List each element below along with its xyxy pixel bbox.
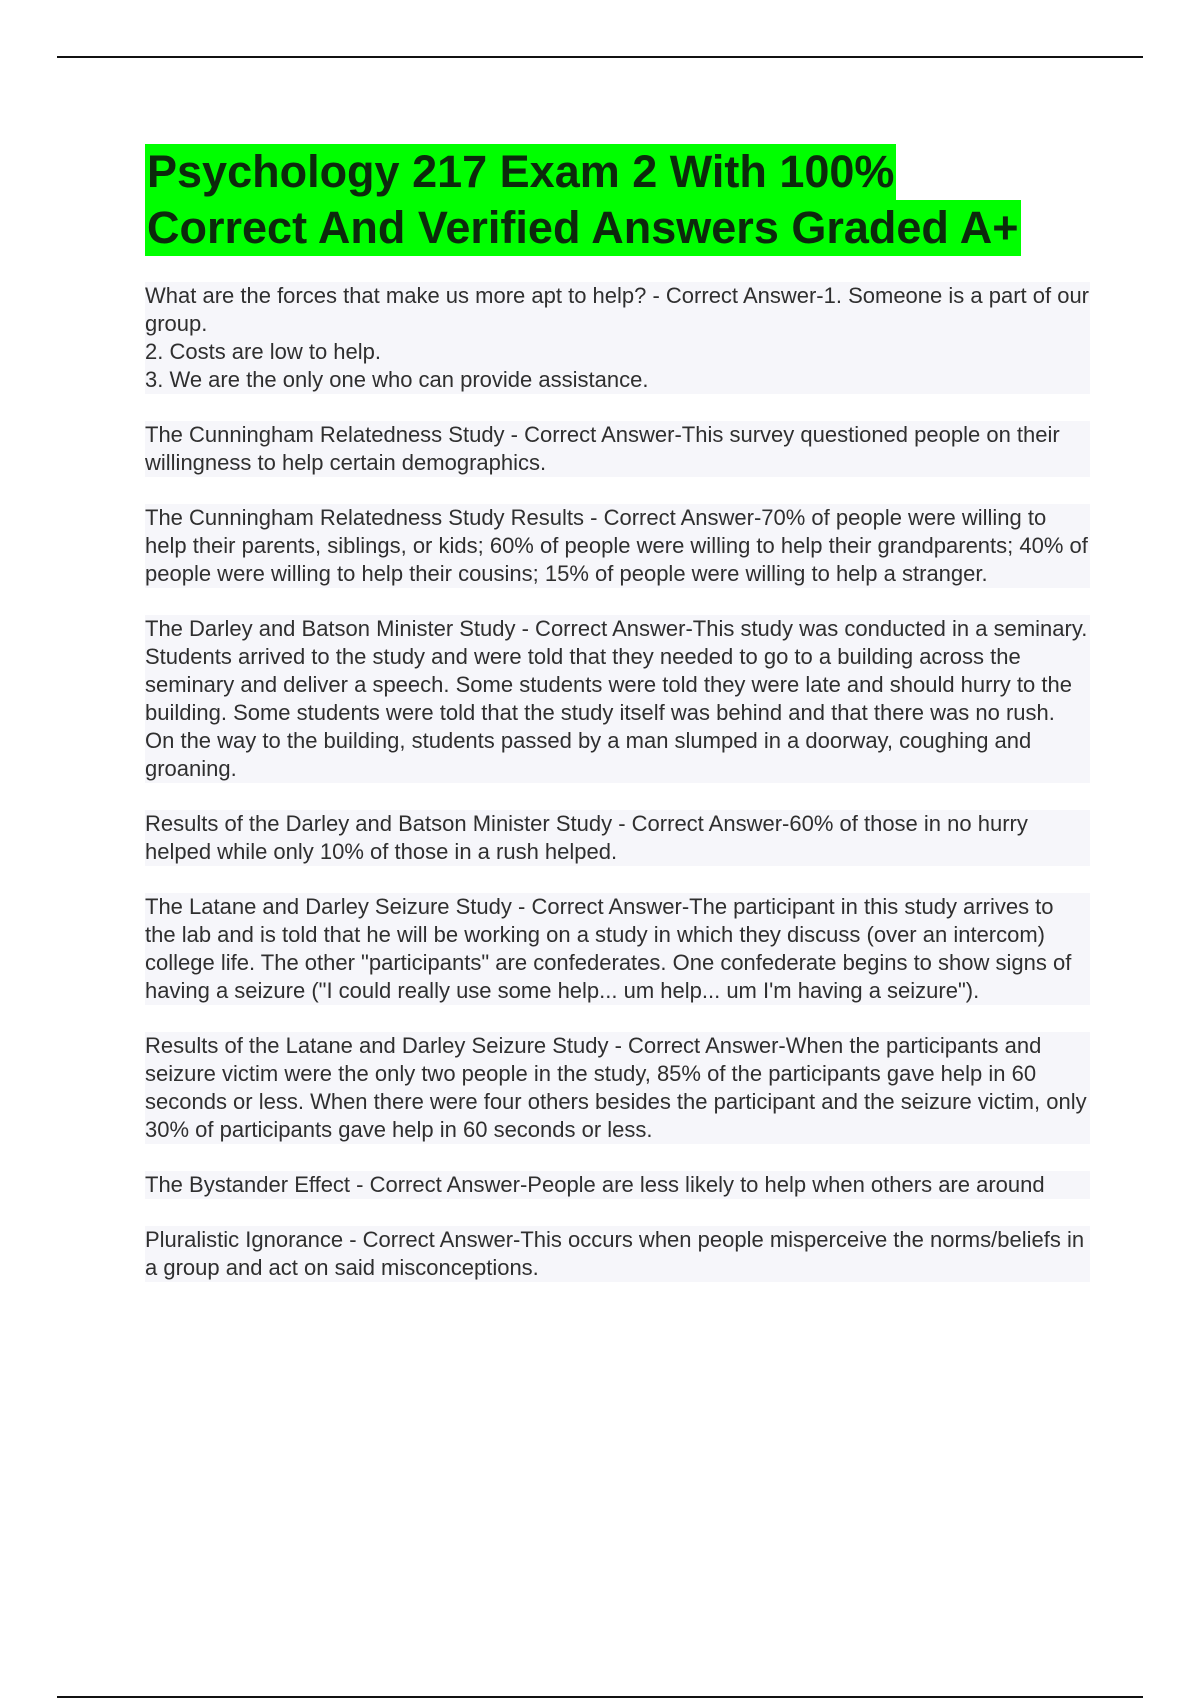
document-body <box>145 144 1094 1309</box>
qa-entry-forces-to-help: What are the forces that make us more apt to help? - Correct Answer-1. Someone is a part of our group. 2. Costs are low to help. 3. We are the only one who can provide assistance. <box>145 283 1090 392</box>
footer-rule <box>57 1696 1143 1698</box>
qa-entry-cunningham-study: The Cunningham Relatedness Study - Correct Answer-This survey questioned people on their willingness to help certain demographics. <box>145 421 1090 477</box>
qa-entry-darley-batson-study: The Darley and Batson Minister Study - Correct Answer-This study was conducted in a seminary. Students arrived to the study and were told that they needed to go to a building across the seminary and deliver a speech. Some students were told they were late and should hurry to the building. Some students were told that the study itself was behind and that there was no rush. On the way to the building, students passed by a man slumped in a doorway, coughing and groaning. <box>145 616 1094 781</box>
qa-entry-bystander-effect: The Bystander Effect - Correct Answer-People are less likely to help when others are around <box>145 1171 1090 1199</box>
qa-entry-seizure-study: The Latane and Darley Seizure Study - Correct Answer-The participant in this study arrives to the lab and is told that he will be working on a study in which they discuss (over an intercom) college life. The other "participants" are confederates. One confederate begins to show signs of having a seizure ("I could really use some help... um help... um I'm having a seizure"). <box>145 893 1090 1005</box>
qa-entry-seizure-results: Results of the Latane and Darley Seizure Study - Correct Answer-When the participants and seizure victim were the only two people in the study, 85% of the participants gave help in 60 seconds or less. When there were four others besides the participant and the seizure victim, only 30% of participants gave help in 60 seconds or less. <box>145 1033 1093 1142</box>
qa-entry-cunningham-results: The Cunningham Relatedness Study Results - Correct Answer-70% of people were willing to help their parents, siblings, or kids; 60% of people were willing to help their grandparents; 40% of people were willing to help their cousins; 15% of people were willing to help a stranger. <box>145 505 1094 586</box>
header-rule <box>57 56 1143 58</box>
qa-entry-pluralistic-ignorance: Pluralistic Ignorance - Correct Answer-This occurs when people misperceive the norms/beliefs in a group and act on said misconceptions. <box>145 1227 1091 1280</box>
title-line-1: Psychology 217 Exam 2 With 100% <box>145 144 896 200</box>
title-line-2: Correct And Verified Answers Graded A+ <box>145 200 1021 256</box>
document-title <box>145 144 1090 256</box>
qa-entry-darley-batson-results: Results of the Darley and Batson Minister Study - Correct Answer-60% of those in no hurry helped while only 10% of those in a rush helped. <box>145 810 1090 866</box>
